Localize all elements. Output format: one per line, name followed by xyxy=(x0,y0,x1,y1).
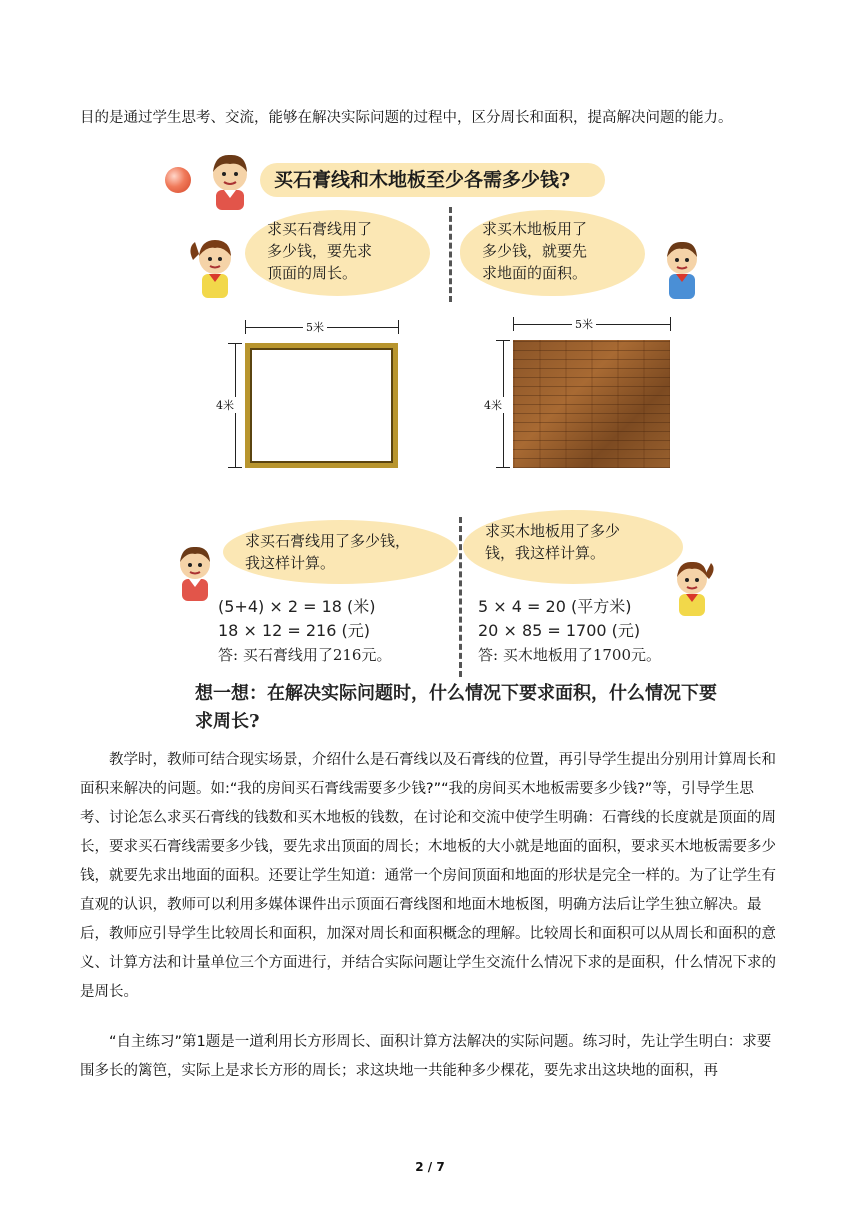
body-paragraph-2: “自主练习”第1题是一道利用长方形周长、面积计算方法解决的实际问题。练习时，先让学生明白：求要围多长的篱笆，实际上是求长方形的周长；求这块地一共能种多少棵花，要先求出这块地的面积，再 xyxy=(80,1034,772,1079)
calc-line: 18 × 12 = 216 (元) xyxy=(218,621,370,640)
ceiling-molding-rectangle xyxy=(245,343,398,468)
boy-character-icon xyxy=(200,150,260,210)
textbook-illustration xyxy=(160,145,730,735)
girl-character-icon xyxy=(185,230,245,300)
calc-answer: 答: 买石膏线用了216元。 xyxy=(218,646,392,664)
calc-line: 5 × 4 = 20 (平方米) xyxy=(478,597,632,616)
bubble-text: 求买石膏线用了多少钱， 我这样计算。 xyxy=(245,532,411,572)
boy-character-icon xyxy=(168,540,223,602)
speech-bubble-area xyxy=(460,210,645,296)
dashed-divider xyxy=(459,517,462,677)
height-label: 4米 xyxy=(213,397,237,413)
boy-character-icon xyxy=(655,233,710,301)
width-label: 5米 xyxy=(303,319,327,335)
ball-icon xyxy=(165,167,191,193)
dimension-tick xyxy=(496,467,510,468)
bubble-text: 求买石膏线用了 多少钱，要先求 顶面的周长。 xyxy=(267,220,373,282)
title-bubble xyxy=(260,163,605,197)
body-paragraph-1: 教学时，教师可结合现实场景，介绍什么是石膏线以及石膏线的位置，再引导学生提出分别用计算周长和面积来解决的问题。如:“我的房间买石膏线需要多少钱?”“我的房间买木地板需要多少钱?”等，引导学生思考、讨论怎么求买石膏线的钱数和买木地板的钱数，在讨论和交流中使学生明确：石膏线的长度就是顶面的周长，要求买石膏线需要多少钱，要先求出顶面的周长；木地板的大小就是地面的面积，要求买木地板需要多少钱，就要先求出地面的面积。还要让学生知道：通常一个房间顶面和地面的形状是完全一样的。为了让学生有直观的认识，教师可以利用多媒体课件出示顶面石膏线图和地面木地板图，明确方法后让学生独立解决。最后，教师应引导学生比较周长和面积，加深对周长和面积概念的理解。比较周长和面积可以从周长和面积的意义、计算方法和计量单位三个方面进行，并结合实际问题让学生交流什么情况下求的是面积，什么情况下求的是周长。 xyxy=(80,752,776,1000)
perimeter-calculation xyxy=(218,595,391,667)
calc-line: (5+4) × 2 = 18 (米) xyxy=(218,597,376,616)
speech-bubble-perimeter-calc xyxy=(223,520,458,584)
bubble-text: 求买木地板用了 多少钱，就要先 求地面的面积。 xyxy=(482,220,588,282)
calc-line: 20 × 85 = 1700 (元) xyxy=(478,621,641,640)
wood-floor-rectangle xyxy=(513,340,670,468)
dimension-tick xyxy=(670,317,671,331)
dimension-tick xyxy=(398,320,399,334)
calc-answer: 答: 买木地板用了1700元。 xyxy=(478,646,661,664)
bubble-text: 求买木地板用了多少 钱，我这样计算。 xyxy=(485,522,621,562)
figure-title: 买石膏线和木地板至少各需多少钱? xyxy=(274,169,571,191)
dashed-divider xyxy=(449,207,452,302)
girl-character-icon xyxy=(665,555,720,617)
speech-bubble-area-calc xyxy=(463,510,683,584)
intro-paragraph: 目的是通过学生思考、交流，能够在解决实际问题的过程中，区分周长和面积，提高解决问题的能力。 xyxy=(80,110,733,126)
speech-bubble-perimeter xyxy=(245,210,430,296)
dimension-tick xyxy=(228,467,242,468)
width-label: 5米 xyxy=(572,316,596,332)
height-label: 4米 xyxy=(481,397,505,413)
think-prompt: 想一想：在解决实际问题时，什么情况下要求面积，什么情况下要求周长? xyxy=(195,683,717,732)
page-number: 2 / 7 xyxy=(415,1160,445,1174)
area-calculation xyxy=(478,595,661,667)
